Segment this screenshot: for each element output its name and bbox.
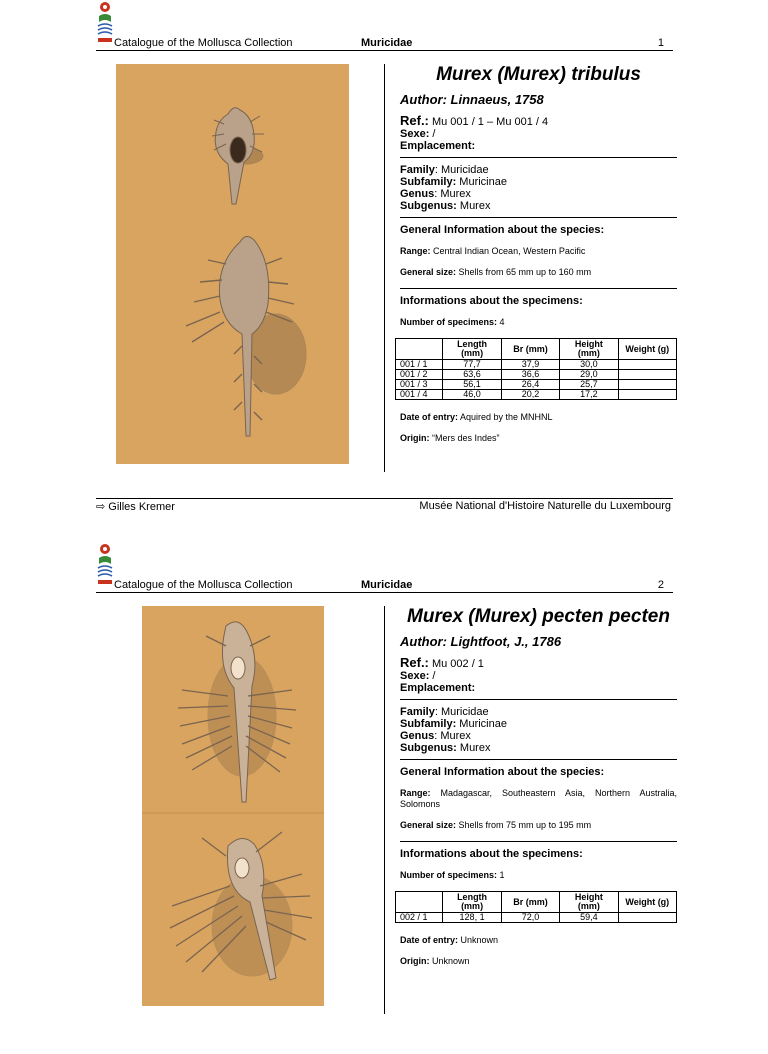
origin-label: Origin: xyxy=(400,956,430,966)
table-cell: 001 / 3 xyxy=(396,380,443,390)
ref-value: Mu 001 / 1 – Mu 001 / 4 xyxy=(428,116,549,128)
column-divider xyxy=(384,606,385,1014)
catalogue-title: Catalogue of the Mollusca Collection xyxy=(114,579,293,591)
table-header-cell xyxy=(396,892,443,913)
sexe-label: Sexe: xyxy=(400,670,430,682)
page-number: 2 xyxy=(657,579,664,591)
table-cell: 37,9 xyxy=(501,360,559,370)
origin-label: Origin: xyxy=(400,433,430,443)
table-cell: 63,6 xyxy=(443,370,501,380)
family-header: Muricidae xyxy=(361,37,413,49)
table-header-cell: Height (mm) xyxy=(560,339,618,360)
table-header-row xyxy=(396,339,677,360)
table-cell: 17,2 xyxy=(560,390,618,400)
emplacement-label: Emplacement: xyxy=(400,682,476,694)
table-cell: 77,7 xyxy=(443,360,501,370)
family-label: Family xyxy=(400,706,435,718)
table-row xyxy=(396,390,677,400)
footer-divider xyxy=(96,498,673,499)
table-header-cell xyxy=(396,339,443,360)
table-header-cell: Length (mm) xyxy=(443,892,501,913)
specimens-heading: Informations about the specimens: xyxy=(400,848,583,860)
footer-museum: Musée National d'Histoire Naturelle du Luxembourg xyxy=(419,500,671,512)
section-divider xyxy=(400,841,677,842)
section-divider xyxy=(400,759,677,760)
sexe-label: Sexe: xyxy=(400,128,430,140)
genus-value: : Murex xyxy=(434,188,471,200)
count-value: 1 xyxy=(497,870,505,880)
range-label: Range: xyxy=(400,246,431,256)
table-cell: 59,4 xyxy=(560,913,618,923)
table-cell xyxy=(618,390,676,400)
table-cell: 56,1 xyxy=(443,380,501,390)
table-header-cell: Br (mm) xyxy=(501,892,559,913)
entry-label: Date of entry: xyxy=(400,412,459,422)
specimens-table xyxy=(395,891,677,923)
catalogue-page-2 xyxy=(0,542,768,1054)
general-info-heading: General Information about the species: xyxy=(400,766,605,778)
species-title: Murex (Murex) tribulus xyxy=(436,64,641,85)
species-info xyxy=(400,602,677,977)
table-row xyxy=(396,360,677,370)
table-header-cell: Length (mm) xyxy=(443,339,501,360)
genus-value: : Murex xyxy=(434,730,471,742)
section-divider xyxy=(400,288,677,289)
specimen-photo xyxy=(142,606,324,1006)
table-cell: 001 / 1 xyxy=(396,360,443,370)
ref-value: Mu 002 / 1 xyxy=(428,658,484,670)
table-cell: 46,0 xyxy=(443,390,501,400)
subfamily-label: Subfamily: xyxy=(400,718,457,730)
section-divider xyxy=(400,157,677,158)
table-cell xyxy=(618,380,676,390)
table-row xyxy=(396,913,677,923)
size-value: Shells from 65 mm up to 160 mm xyxy=(456,267,592,277)
size-value: Shells from 75 mm up to 195 mm xyxy=(456,820,592,830)
museum-logo-icon xyxy=(96,542,114,588)
table-cell: 25,7 xyxy=(560,380,618,390)
subgenus-label: Subgenus: xyxy=(400,742,457,754)
species-title: Murex (Murex) pecten pecten xyxy=(407,606,670,627)
sexe-value: / xyxy=(429,670,436,682)
genus-label: Genus xyxy=(400,730,435,742)
table-cell: 002 / 1 xyxy=(396,913,443,923)
family-value: : Muricidae xyxy=(434,706,489,718)
table-cell: 128, 1 xyxy=(443,913,501,923)
size-label: General size: xyxy=(400,267,457,277)
size-label: General size: xyxy=(400,820,457,830)
sexe-value: / xyxy=(429,128,436,140)
subfamily-label: Subfamily: xyxy=(400,176,457,188)
range-label: Range: xyxy=(400,788,431,798)
column-divider xyxy=(384,64,385,472)
table-cell: 001 / 4 xyxy=(396,390,443,400)
section-divider xyxy=(400,699,677,700)
museum-logo-icon xyxy=(96,0,114,46)
entry-value: Unknown xyxy=(458,935,499,945)
subfamily-value: Muricinae xyxy=(456,718,507,730)
species-info xyxy=(400,60,677,454)
count-value: 4 xyxy=(497,317,505,327)
table-cell: 20,2 xyxy=(501,390,559,400)
page-number: 1 xyxy=(657,37,664,49)
subgenus-value: Murex xyxy=(456,200,491,212)
entry-value: Aquired by the MNHNL xyxy=(458,412,553,422)
genus-label: Genus xyxy=(400,188,435,200)
table-cell: 29,0 xyxy=(560,370,618,380)
section-divider xyxy=(400,217,677,218)
table-header-row xyxy=(396,892,677,913)
general-info-heading: General Information about the species: xyxy=(400,224,605,236)
table-header-cell: Weight (g) xyxy=(618,892,676,913)
emplacement-label: Emplacement: xyxy=(400,140,476,152)
table-cell: 001 / 2 xyxy=(396,370,443,380)
subfamily-value: Muricinae xyxy=(456,176,507,188)
ref-label: Ref.: xyxy=(400,655,429,670)
table-cell xyxy=(618,370,676,380)
catalogue-page-1 xyxy=(0,0,768,512)
species-author: Author: Linnaeus, 1758 xyxy=(400,92,544,107)
table-cell: 30,0 xyxy=(560,360,618,370)
origin-value: “Mers des Indes” xyxy=(429,433,500,443)
range-value: Madagascar, Southeastern Asia, Northern Australia, Solomons xyxy=(400,788,677,809)
subgenus-value: Murex xyxy=(456,742,491,754)
origin-value: Unknown xyxy=(429,956,470,966)
species-author: Author: Lightfoot, J., 1786 xyxy=(400,634,562,649)
table-cell: 72,0 xyxy=(501,913,559,923)
subgenus-label: Subgenus: xyxy=(400,200,457,212)
table-cell: 36,6 xyxy=(501,370,559,380)
table-header-cell: Weight (g) xyxy=(618,339,676,360)
range-value: Central Indian Ocean, Western Pacific xyxy=(430,246,586,256)
specimen-photo xyxy=(116,64,349,464)
table-cell xyxy=(618,360,676,370)
specimens-table xyxy=(395,338,677,400)
table-header-cell: Br (mm) xyxy=(501,339,559,360)
header-divider xyxy=(96,592,673,593)
ref-label: Ref.: xyxy=(400,113,429,128)
table-header-cell: Height (mm) xyxy=(560,892,618,913)
table-cell xyxy=(618,913,676,923)
specimens-heading: Informations about the specimens: xyxy=(400,295,583,307)
header-divider xyxy=(96,50,673,51)
footer-author-name: Gilles Kremer xyxy=(108,501,175,513)
entry-label: Date of entry: xyxy=(400,935,459,945)
table-row xyxy=(396,380,677,390)
catalogue-title: Catalogue of the Mollusca Collection xyxy=(114,37,293,49)
family-header: Muricidae xyxy=(361,579,413,591)
table-row xyxy=(396,370,677,380)
family-label: Family xyxy=(400,164,435,176)
footer-author xyxy=(96,500,175,513)
family-value: : Muricidae xyxy=(434,164,489,176)
count-label: Number of specimens: xyxy=(400,317,498,327)
arrow-right-icon: ⇨ xyxy=(96,501,106,513)
count-label: Number of specimens: xyxy=(400,870,498,880)
table-cell: 26,4 xyxy=(501,380,559,390)
